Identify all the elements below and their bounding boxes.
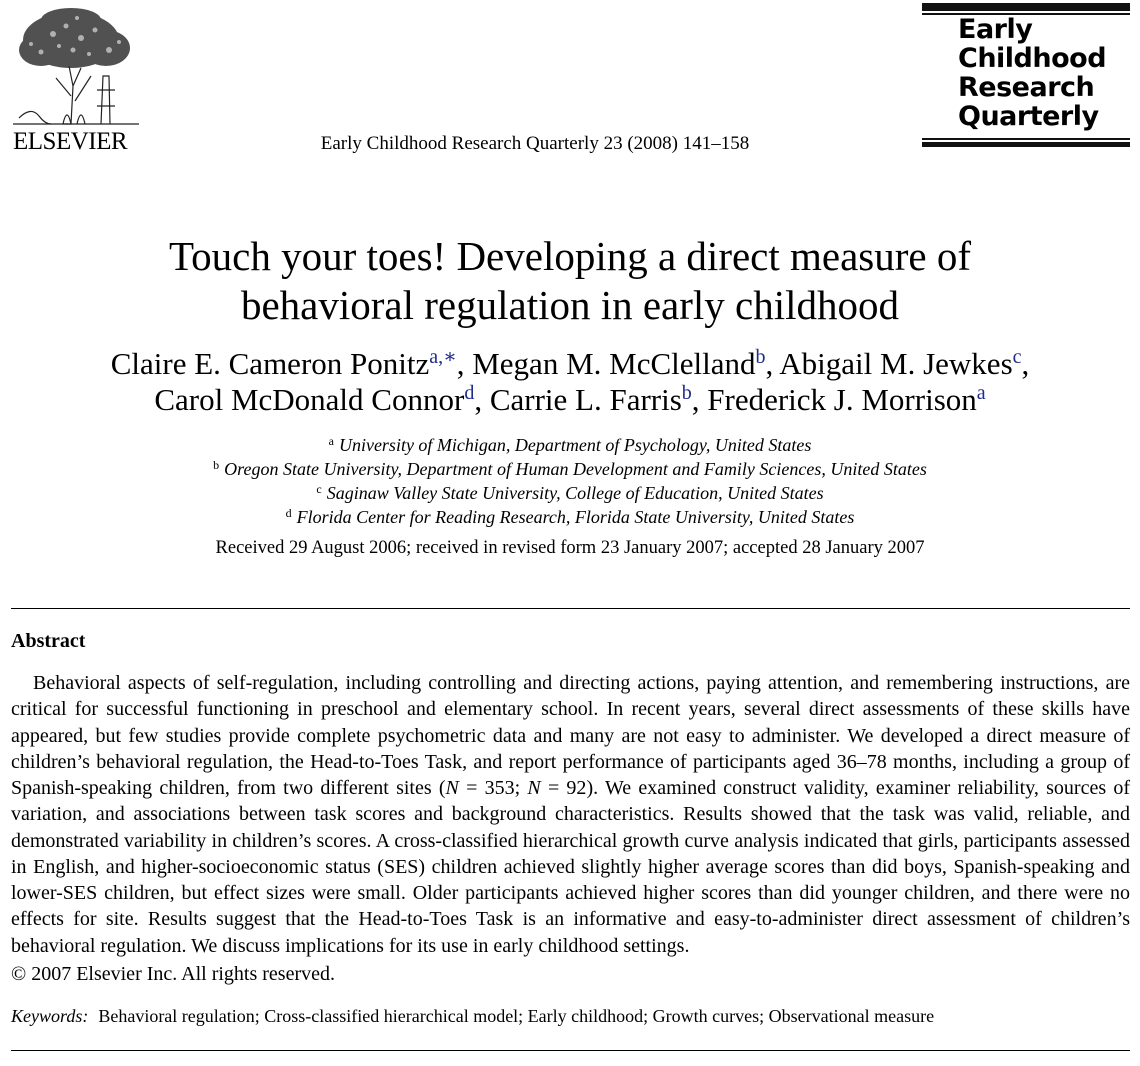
elsevier-tree-icon bbox=[11, 6, 141, 128]
journal-citation: Early Childhood Research Quarterly 23 (2008) 141–158 bbox=[320, 133, 750, 154]
abstract-body bbox=[11, 670, 1130, 959]
author-list: Claire E. Cameron Ponitz$^{a,∗}$, Megan M. McClelland$^b$, Abigail M. Jewkes$^c$, Carol McDonald Connor$^d$, Carrie L. Farris$^b$, Frederick J. Morrison$^a$ bbox=[110, 346, 1030, 417]
journal-badge bbox=[922, 3, 1130, 147]
badge-bottom-rule-thin bbox=[922, 138, 1130, 140]
author-name: Carol McDonald Connor bbox=[154, 382, 465, 417]
badge-line-2: Childhood bbox=[958, 43, 1107, 74]
affiliation-item bbox=[0, 457, 1140, 481]
author-name: Abigail M. Jewkes bbox=[779, 346, 1013, 381]
abstract-heading: Abstract bbox=[11, 630, 86, 652]
affiliation-text: University of Michigan, Department of Psychology, United States bbox=[338, 435, 812, 455]
author-name: Claire E. Cameron Ponitz bbox=[110, 346, 430, 381]
affiliation-text: Oregon State University, Department of Human Development and Family Sciences, United States bbox=[224, 459, 927, 479]
author-name: Megan M. McClelland bbox=[472, 346, 756, 381]
affiliation-mark: b bbox=[213, 458, 220, 472]
sample-size-2: = 92 bbox=[540, 777, 587, 799]
author-affiliation-link[interactable]: a bbox=[976, 382, 986, 404]
publisher-name: ELSEVIER bbox=[13, 128, 128, 155]
author-affiliation-link[interactable]: d bbox=[464, 382, 475, 404]
badge-top-rule bbox=[922, 3, 1130, 11]
copyright-notice: © 2007 Elsevier Inc. All rights reserved. bbox=[11, 963, 336, 985]
sample-size-symbol: N bbox=[445, 777, 459, 799]
affiliation-item bbox=[0, 433, 1140, 457]
affiliation-text: Florida Center for Reading Research, Florida State University, United States bbox=[296, 507, 855, 527]
badge-line-3: Research bbox=[958, 72, 1095, 103]
author-affiliation-link[interactable]: b bbox=[681, 382, 692, 404]
badge-bottom-rule bbox=[922, 142, 1130, 147]
affiliation-item bbox=[0, 481, 1140, 505]
top-divider bbox=[11, 608, 1130, 609]
author-name: Frederick J. Morrison bbox=[707, 382, 977, 417]
abstract-text-part1: Behavioral aspects of self-regulation, including controlling and directing actions, paying attention, and remembering instructions, are critical for successful functioning in preschool and elementary school. In recent years, several direct assessments of these skills have appeared, but few studies provide complete psychometric data and many are not easy to administer. We developed a direct measure of children’s behavioral regulation, the Head-to-Toes Task, and report performance of participants aged 36–78 months, including a group of Spanish-speaking children, from two different sites ( bbox=[11, 672, 1130, 799]
article-title bbox=[0, 232, 1140, 330]
sample-size-symbol: N bbox=[527, 777, 541, 799]
abstract-text-part2: ). We examined construct validity, examiner reliability, sources of variation, and associations between task scores and background characteristics. Results showed that the task was valid, reliable, and demonstrated variability in children’s scores. A cross-classified hierarchical growth curve analysis indicated that girls, participants assessed in English, and higher-socioeconomic status (SES) children achieved slightly higher average scores than did boys, Spanish-speaking and lower-SES children, but effect sizes were small. Older participants achieved higher scores than did younger children, and there were no effects for site. Results suggest that the Head-to-Toes Task is an informative and easy-to-administer direct assessment of children’s behavioral regulation. We discuss implications for its use in early childhood settings. bbox=[11, 777, 1131, 957]
title-line-2: behavioral regulation in early childhood bbox=[240, 282, 900, 328]
keywords-label: Keywords: bbox=[11, 1006, 89, 1026]
affiliation-mark: c bbox=[316, 482, 322, 496]
affiliation-mark: a bbox=[328, 434, 334, 448]
badge-line-4: Quarterly bbox=[958, 101, 1099, 132]
keywords bbox=[11, 1006, 934, 1027]
received-dates: Received 29 August 2006; received in revised form 23 January 2007; accepted 28 January 2007 bbox=[215, 538, 925, 558]
sample-size-1: = 353; bbox=[458, 777, 528, 799]
affiliation-mark: d bbox=[285, 506, 292, 520]
bottom-divider bbox=[11, 1050, 1130, 1051]
affiliation-list bbox=[0, 433, 1140, 529]
author-affiliation-link[interactable]: b bbox=[755, 346, 766, 368]
author-name: Carrie L. Farris bbox=[489, 382, 682, 417]
badge-line-1: Early bbox=[958, 14, 1033, 45]
affiliation-item bbox=[0, 505, 1140, 529]
author-affiliation-link[interactable]: a,∗ bbox=[429, 346, 457, 368]
affiliation-text: Saginaw Valley State University, College of Education, United States bbox=[326, 483, 824, 503]
author-affiliation-link[interactable]: c bbox=[1012, 346, 1022, 368]
elsevier-logo bbox=[11, 6, 141, 154]
title-line-1: Touch your toes! Developing a direct measure of bbox=[168, 233, 972, 279]
keywords-text: Behavioral regulation; Cross-classified hierarchical model; Early childhood; Growth curves; Observational measure bbox=[98, 1006, 935, 1026]
